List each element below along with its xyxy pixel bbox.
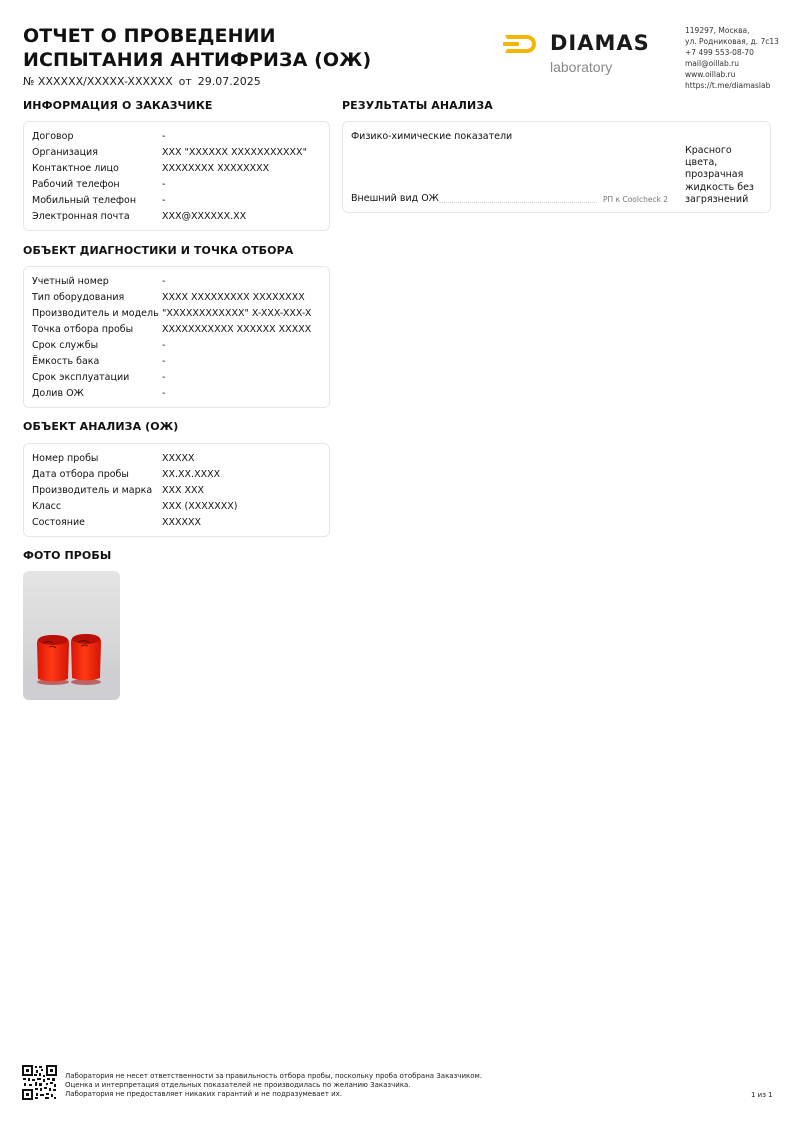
row-label: Тип оборудования bbox=[32, 292, 125, 303]
row-label: Долив ОЖ bbox=[32, 388, 84, 399]
row-label: Номер пробы bbox=[32, 453, 99, 464]
row-value: XXX@XXXXXX.XX bbox=[162, 211, 247, 222]
row-label: Состояние bbox=[32, 517, 85, 528]
results-section-title: РЕЗУЛЬТАТЫ АНАЛИЗА bbox=[342, 99, 493, 112]
row-value: - bbox=[162, 372, 166, 383]
row-value: "XXXXXXXXXXXX" X-XXX-XXX-X bbox=[162, 308, 312, 319]
report-title bbox=[23, 24, 371, 72]
row-label: Класс bbox=[32, 501, 62, 512]
row-value: XXXXXXXX XXXXXXXX bbox=[162, 163, 270, 174]
disclaimer-line: Оценка и интерпретация отдельных показателей не производилась по желанию Заказчика. bbox=[65, 1081, 411, 1089]
row-label: Ёмкость бака bbox=[32, 356, 100, 367]
contacts-block bbox=[685, 25, 779, 91]
result-leader-dots bbox=[439, 202, 597, 203]
logo-name: DIAMAS bbox=[550, 31, 650, 55]
row-label: Контактное лицо bbox=[32, 163, 119, 174]
report-title-line2: ИСПЫТАНИЯ АНТИФРИЗА (ОЖ) bbox=[23, 49, 372, 71]
diamas-logo-icon bbox=[503, 33, 539, 55]
result-value bbox=[685, 145, 765, 206]
row-value: - bbox=[162, 356, 166, 367]
diagnostics-card bbox=[23, 266, 330, 408]
disclaimer-line: Лаборатория не несет ответственности за правильность отбора пробы, поскольку проба отобрана Заказчиком. bbox=[65, 1072, 483, 1080]
row-label: Электронная почта bbox=[32, 211, 130, 222]
row-label: Производитель и модель bbox=[32, 308, 159, 319]
customer-card bbox=[23, 121, 330, 231]
result-method: РП к Coolcheck 2 bbox=[603, 195, 669, 204]
result-value-line: загрязнений bbox=[685, 193, 749, 205]
document-date: 29.07.2025 bbox=[197, 75, 261, 88]
sample-photo[interactable] bbox=[23, 571, 120, 700]
row-value: XXXXXXXXXXX XXXXXX XXXXX bbox=[162, 324, 312, 335]
result-value-line: Красного bbox=[685, 145, 732, 156]
row-value: - bbox=[162, 195, 166, 206]
row-label: Срок службы bbox=[32, 340, 99, 351]
row-value: XXX "XXXXXX XXXXXXXXXXX" bbox=[162, 147, 307, 158]
row-label: Учетный номер bbox=[32, 276, 109, 287]
analysis-object-card bbox=[23, 443, 330, 537]
row-value: XXXXX bbox=[162, 453, 195, 464]
row-label: Договор bbox=[32, 131, 74, 142]
row-label: Рабочий телефон bbox=[32, 179, 120, 190]
row-label: Организация bbox=[32, 147, 98, 158]
sample-bottles-image bbox=[23, 571, 120, 700]
diagnostics-section-title: ОБЪЕКТ ДИАГНОСТИКИ И ТОЧКА ОТБОРА bbox=[23, 244, 294, 257]
row-value: - bbox=[162, 179, 166, 190]
contact-telegram[interactable]: https://t.me/diamaslab bbox=[685, 81, 771, 90]
row-label: Дата отбора пробы bbox=[32, 469, 129, 480]
document-number-line bbox=[23, 75, 267, 88]
disclaimer-line: Лаборатория не предоставляет никаких гарантий и не подразумевает их. bbox=[65, 1090, 343, 1098]
footer-disclaimer bbox=[65, 1072, 482, 1099]
row-label: Точка отбора пробы bbox=[32, 324, 134, 335]
contact-address-city: 119297, Москва, bbox=[685, 26, 750, 35]
row-label: Мобильный телефон bbox=[32, 195, 137, 206]
result-value-line: цвета, bbox=[685, 157, 718, 169]
date-prefix: от bbox=[178, 75, 192, 88]
photo-section-title: ФОТО ПРОБЫ bbox=[23, 549, 112, 562]
qr-code-icon[interactable] bbox=[22, 1065, 57, 1100]
company-logo bbox=[503, 33, 673, 79]
row-value: - bbox=[162, 131, 166, 142]
contact-website[interactable]: www.oillab.ru bbox=[685, 70, 736, 79]
contact-email[interactable]: mail@oillab.ru bbox=[685, 59, 739, 68]
result-value-line: жидкость без bbox=[685, 181, 754, 193]
result-name: Внешний вид ОЖ bbox=[351, 193, 439, 204]
row-value: XXXXXX bbox=[162, 517, 202, 528]
row-value: - bbox=[162, 340, 166, 351]
row-value: XXXX XXXXXXXXX XXXXXXXX bbox=[162, 292, 305, 303]
row-value: - bbox=[162, 388, 166, 399]
logo-subtitle: laboratory bbox=[550, 59, 613, 75]
row-value: XX.XX.XXXX bbox=[162, 469, 221, 480]
contact-phone[interactable]: +7 499 553-08-70 bbox=[685, 48, 754, 57]
result-value-line: прозрачная bbox=[685, 169, 744, 181]
row-value: XXX XXX bbox=[162, 485, 205, 496]
row-value: - bbox=[162, 276, 166, 287]
document-number: № XXXXXX/XXXXX-XXXXXX bbox=[23, 75, 173, 88]
analysis-object-section-title: ОБЪЕКТ АНАЛИЗА (ОЖ) bbox=[23, 420, 179, 433]
page-number: 1 из 1 bbox=[751, 1091, 773, 1099]
row-value: XXX (XXXXXXX) bbox=[162, 501, 238, 512]
row-label: Производитель и марка bbox=[32, 485, 153, 496]
report-title-line1: ОТЧЕТ О ПРОВЕДЕНИИ bbox=[23, 25, 276, 47]
results-card bbox=[342, 121, 771, 213]
contact-address-street: ул. Родниковая, д. 7с13 bbox=[685, 37, 779, 46]
customer-section-title: ИНФОРМАЦИЯ О ЗАКАЗЧИКЕ bbox=[23, 99, 213, 112]
row-label: Срок эксплуатации bbox=[32, 372, 130, 383]
results-subtitle: Физико-химические показатели bbox=[351, 131, 513, 142]
